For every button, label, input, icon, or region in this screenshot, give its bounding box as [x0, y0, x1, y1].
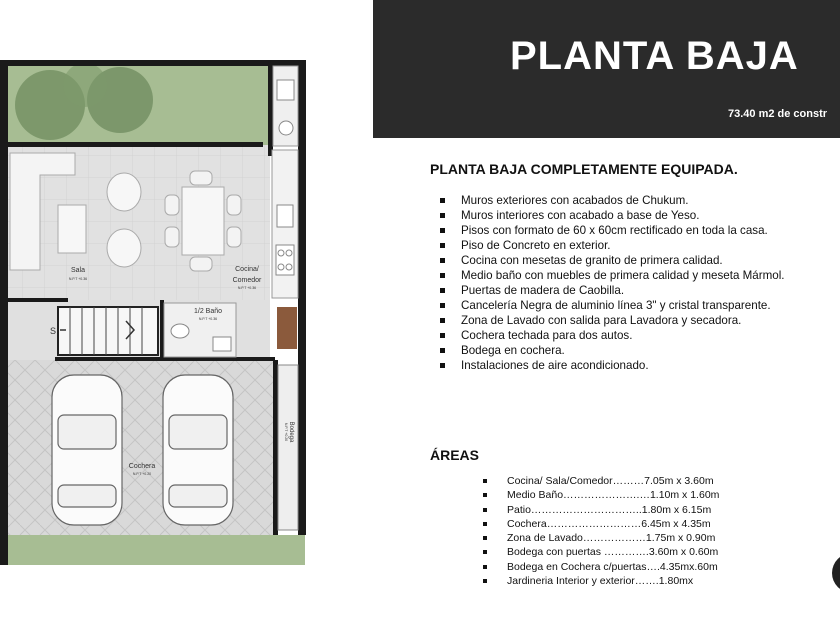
- wall-right: [298, 60, 306, 535]
- washbasin-icon: [213, 337, 231, 351]
- label-bodega-level: N.P.T +0.20: [284, 422, 288, 442]
- wall-top: [0, 60, 306, 66]
- wood-door: [277, 307, 297, 349]
- label-sala-level: N.P.T +0.36: [68, 277, 88, 281]
- bodega: [278, 365, 298, 530]
- label-bodega: Bodega: [288, 421, 294, 443]
- chair-icon: [227, 195, 241, 215]
- stairs: [58, 307, 158, 355]
- label-cocina: Cocina/: [235, 266, 259, 273]
- wall-inner-right: [268, 66, 273, 156]
- label-stairs: S: [50, 326, 57, 336]
- areas-title: ÁREAS: [430, 447, 480, 463]
- coffee-table-icon: [58, 205, 86, 253]
- feature-item: Instalaciones de aire acondicionado.: [438, 358, 794, 373]
- area-item: Bodega con puertas ………….3.60m x 0.60m: [483, 545, 719, 559]
- area-item: Cocina/ Sala/Comedor………7.05m x 3.60m: [483, 474, 719, 488]
- areas-list: [483, 474, 719, 588]
- wall-patio: [8, 142, 263, 147]
- area-item: Medio Baño………………….…1.10m x 1.60m: [483, 488, 719, 502]
- area-item: Bodega en Cochera c/puertas….4.35mx.60m: [483, 560, 719, 574]
- armchair-icon: [107, 173, 141, 211]
- features-list: [438, 193, 794, 373]
- chair-icon: [227, 227, 241, 247]
- feature-item: Zona de Lavado con salida para Lavadora y secadora.: [438, 313, 794, 328]
- label-cochera-level: N.P.T +0.20: [132, 472, 152, 476]
- chair-icon: [165, 227, 179, 247]
- floor-plan: [0, 45, 310, 580]
- armchair-icon: [107, 229, 141, 267]
- wall-bodega: [273, 360, 278, 535]
- feature-item: Cocina con mesetas de granito de primera calidad.: [438, 253, 794, 268]
- title-banner: [373, 0, 840, 138]
- label-bano-level: N.P.T +0.36: [198, 317, 218, 321]
- chair-icon: [190, 257, 212, 271]
- wall-garage: [55, 357, 275, 361]
- feature-item: Muros exteriores con acabados de Chukum.: [438, 193, 794, 208]
- feature-item: Bodega en cochera.: [438, 343, 794, 358]
- area-item: Zona de Lavado………………1.75m x 0.90m: [483, 531, 719, 545]
- feature-item: Cancelería Negra de aluminio línea 3" y cristal transparente.: [438, 298, 794, 313]
- page-title: PLANTA BAJA: [510, 34, 799, 78]
- area-item: Cochera………………………6.45m x 4.35m: [483, 517, 719, 531]
- label-bano: 1/2 Baño: [193, 308, 223, 315]
- feature-item: Puertas de madera de Caobilla.: [438, 283, 794, 298]
- feature-item: Pisos con formato de 60 x 60cm rectificado en toda la casa.: [438, 223, 794, 238]
- label-comedor: Comedor: [232, 277, 262, 284]
- washer-icon: [279, 121, 293, 135]
- stove-icon: [276, 245, 294, 275]
- sink-icon: [277, 80, 294, 100]
- garden-strip: [0, 535, 305, 565]
- feature-item: Medio baño con muebles de primera calidad y meseta Mármol.: [438, 268, 794, 283]
- feature-item: Piso de Concreto en exterior.: [438, 238, 794, 253]
- wall-left: [0, 60, 8, 565]
- dining-table-icon: [182, 187, 224, 255]
- car-icon: [163, 375, 233, 525]
- area-item: Patio…………………………..1.80m x 6.15m: [483, 503, 719, 517]
- feature-item: Cochera techada para dos autos.: [438, 328, 794, 343]
- garden-shrub: [63, 63, 107, 107]
- area-item: Jardineria Interior y exterior…….1.80mx: [483, 574, 719, 588]
- chair-icon: [190, 171, 212, 185]
- chair-icon: [165, 195, 179, 215]
- wall-bath: [160, 300, 164, 358]
- label-cochera: Cochera: [128, 463, 156, 470]
- label-sala: Sala: [70, 267, 86, 274]
- wall-hall: [8, 298, 68, 302]
- kitchen-sink-icon: [277, 205, 293, 227]
- logo-icon: [832, 553, 840, 593]
- feature-item: Muros interiores con acabado a base de Yeso.: [438, 208, 794, 223]
- construction-area: 73.40 m2 de constr: [728, 108, 828, 120]
- car-icon: [52, 375, 122, 525]
- features-title: PLANTA BAJA COMPLETAMENTE EQUIPADA.: [430, 161, 738, 177]
- toilet-icon: [171, 324, 189, 338]
- label-cocina-level: N.P.T +0.36: [237, 286, 257, 290]
